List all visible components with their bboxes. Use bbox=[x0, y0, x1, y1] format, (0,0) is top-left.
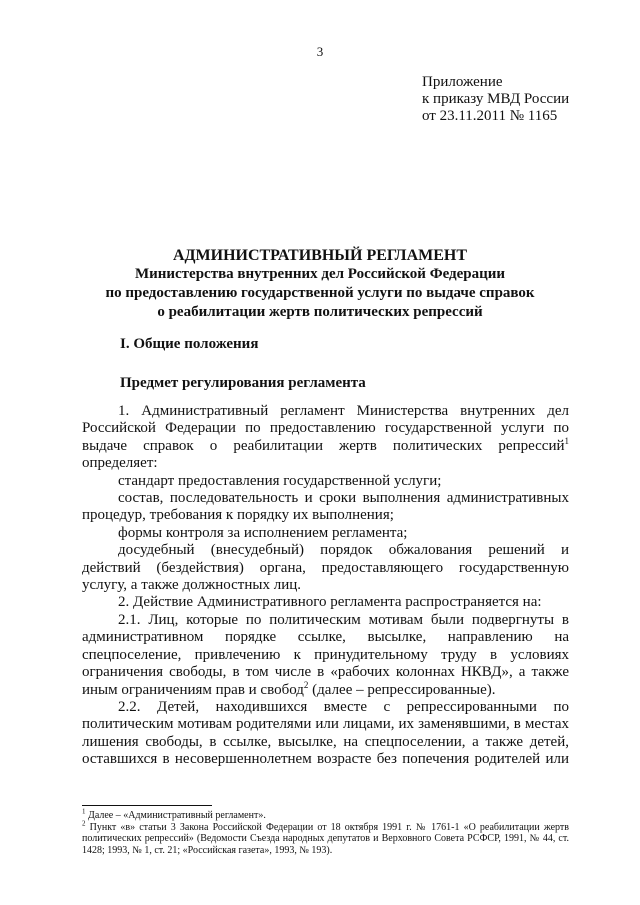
footnote-2-mark: 2 bbox=[82, 819, 86, 828]
section-heading: I. Общие положения bbox=[120, 336, 259, 352]
page-number: 3 bbox=[316, 44, 324, 59]
paragraph-1 bbox=[82, 403, 569, 473]
title-line-subject: о реабилитации жертв политических репрессий bbox=[157, 304, 483, 320]
paragraph-1-text: 1. Административный регламент Министерства внутренних дел Российской Федерации по предоставлению государственной услуги по выдаче справок о реабилитации жертв политических репрессий bbox=[82, 403, 569, 454]
paragraph-2-1-tail: (далее – репрессированные). bbox=[308, 681, 496, 698]
appendix-order-line: к приказу МВД России bbox=[422, 91, 570, 107]
footnote-1 bbox=[82, 807, 569, 822]
footnote-ref-2: 2 bbox=[303, 679, 309, 690]
title-line-service: по предоставлению государственной услуги по выдаче справок bbox=[105, 285, 535, 301]
subject-heading: Предмет регулирования регламента bbox=[120, 375, 366, 391]
footnote-2-text: Пункт «в» статьи 3 Закона Российской Федерации от 18 октября 1991 г. № 1761-1 «О реабилитации жертв политических репрессий» (Ведомости Съезда народных депутатов и Верховного Совета РСФСР, 1991, № 44, ст. 1428; 1993, № 1, ст. 21; «Российская газета», 1993, № 193). bbox=[82, 821, 569, 857]
paragraph-2: 2. Действие Административного регламента распространяется на: bbox=[118, 594, 542, 611]
title-main: АДМИНИСТРАТИВНЫЙ РЕГЛАМЕНТ bbox=[172, 247, 468, 264]
appendix-date-line: от 23.11.2011 № 1165 bbox=[422, 108, 558, 124]
footnote-ref-1: 1 bbox=[564, 435, 569, 446]
appendix-block bbox=[422, 74, 569, 125]
paragraph-1-tail: определяет: bbox=[82, 455, 158, 472]
footnote-2 bbox=[82, 819, 569, 857]
paragraph-2-2: 2.2. Детей, находившихся вместе с репрессированными по политическим мотивам родителями или лицами, их заменявшими, в местах лишения свободы, в ссылке, высылке, на спецпоселении, а также детей, оставшихся в несовершеннолетнем возрасте без попечения родителей или bbox=[82, 698, 569, 768]
paragraph-2-1-text: 2.1. Лиц, которые по политическим мотивам были подвергнуты в административном порядке ссылке, высылке, направлению на спецпоселение, привлечению к принудительному труду в условиях ограничения свободы, в том числе в «рабочих колоннах НКВД», а также иным ограничениям прав и свобод bbox=[82, 611, 569, 698]
appendix-line: Приложение bbox=[422, 74, 503, 90]
list-item: стандарт предоставления государственной услуги; bbox=[118, 472, 442, 489]
footnote-1-mark: 1 bbox=[82, 807, 86, 816]
document-body bbox=[82, 403, 569, 769]
footnote-1-text: Далее – «Административный регламент». bbox=[85, 810, 266, 821]
footnote-divider bbox=[82, 805, 212, 806]
footnotes bbox=[82, 805, 569, 857]
paragraph-2-1 bbox=[82, 612, 569, 699]
title-line-ministry: Министерства внутренних дел Российской Федерации bbox=[134, 266, 506, 282]
list-item: состав, последовательность и сроки выполнения административных процедур, требования к порядку их выполнения; bbox=[82, 490, 569, 524]
list-item: досудебный (внесудебный) порядок обжалования решений и действий (бездействия) органа, предоставляющего государственную услугу, а также должностных лиц. bbox=[82, 542, 569, 594]
document-title bbox=[0, 246, 640, 322]
list-item: формы контроля за исполнением регламента; bbox=[118, 524, 408, 541]
